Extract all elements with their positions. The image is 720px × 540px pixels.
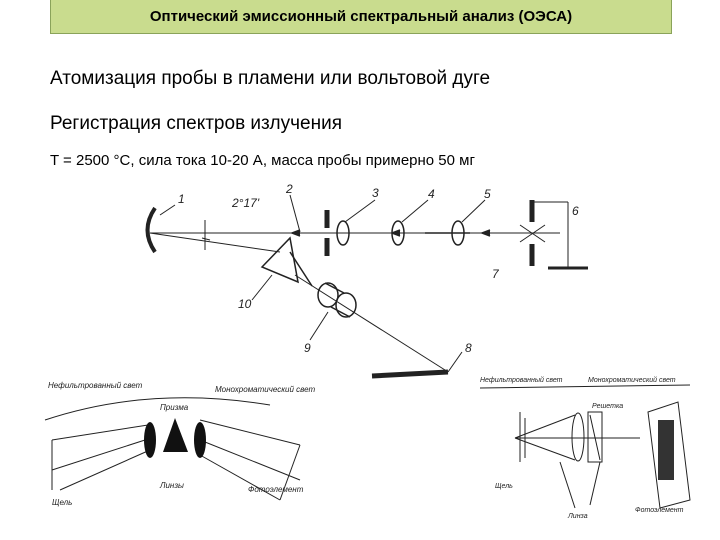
label-5: 5 — [484, 187, 491, 201]
slide-title: Оптический эмиссионный спектральный анализ (ОЭСА) — [50, 0, 672, 34]
label-7: 7 — [492, 267, 499, 281]
spectrograph-schematic — [120, 178, 600, 388]
right-slit-label: Щель — [495, 483, 513, 490]
label-8: 8 — [465, 341, 472, 355]
label-9: 9 — [304, 341, 311, 355]
left-photo-label: Фотоэлемент — [248, 485, 304, 494]
left-prism-label: Призма — [160, 403, 189, 412]
right-lens-label: Линза — [568, 513, 588, 520]
right-grating-label: Решетка — [592, 403, 624, 410]
label-1: 1 — [178, 192, 185, 206]
angle-label: 2°17' — [232, 196, 260, 210]
right-mono-label: Монохроматический свет — [588, 377, 676, 384]
left-unfiltered-label: Нефильтрованный свет — [48, 381, 143, 390]
left-mono-label: Монохроматический свет — [215, 385, 316, 394]
label-10: 10 — [238, 297, 252, 311]
left-slit-label: Щель — [52, 498, 73, 507]
label-2: 2 — [286, 182, 293, 196]
right-unfiltered-label: Нефильтрованный свет — [480, 377, 563, 384]
prism-spectrometer-diagram — [30, 375, 320, 535]
label-3: 3 — [372, 186, 379, 200]
label-6: 6 — [572, 204, 579, 218]
registration-text: Регистрация спектров излучения — [50, 113, 342, 134]
prism — [262, 238, 298, 282]
left-lenses-label: Линзы — [160, 481, 184, 490]
photo-plate — [372, 372, 448, 376]
right-photo-label: Фотоэлемент — [635, 507, 684, 514]
atomization-text: Атомизация пробы в пламени или вольтовой дуге — [50, 68, 491, 89]
grating-spectrometer-diagram — [470, 370, 715, 535]
conditions-text: T = 2500 °С, сила тока 10-20 А, масса пробы примерно 50 мг — [50, 152, 475, 169]
label-4: 4 — [428, 187, 435, 201]
concave-mirror — [148, 208, 156, 252]
